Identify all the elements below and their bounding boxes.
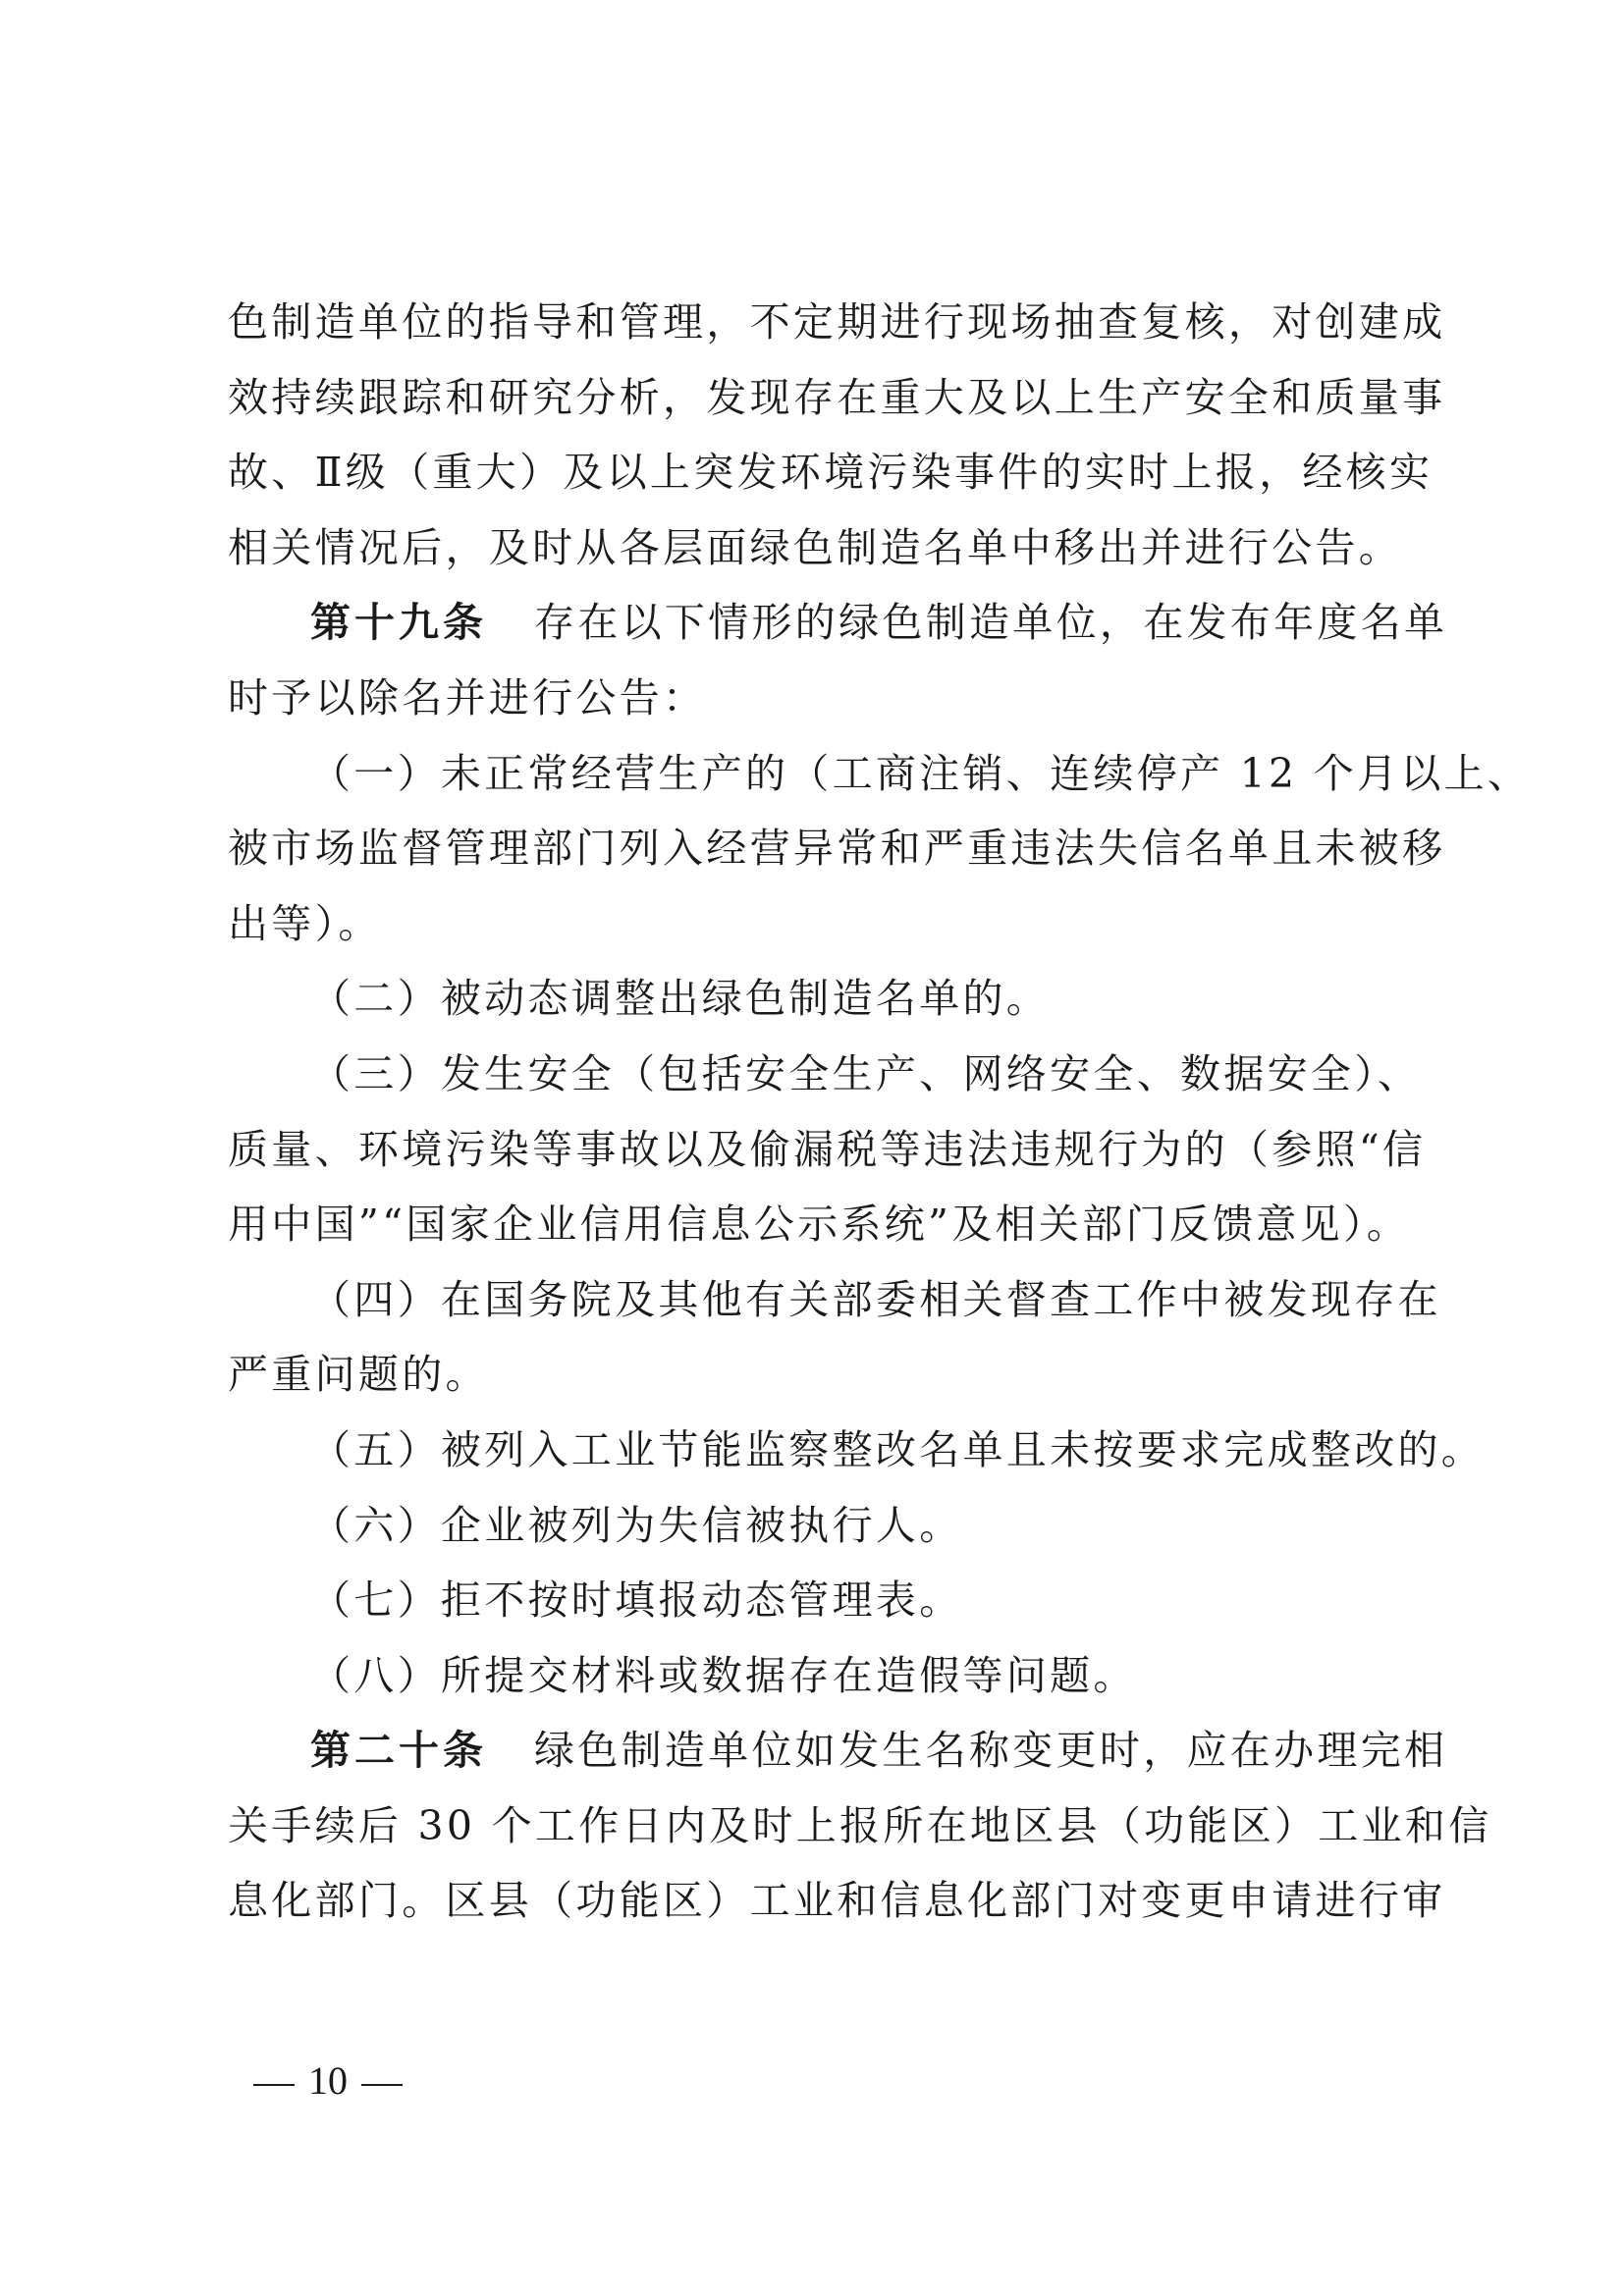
page-number-value: 10 (308, 2058, 348, 2103)
line-text: 时予以除名并进行公告： (228, 673, 707, 721)
line-text: 质量、环境污染等事故以及偷漏税等违法违规行为的（参照“信 (228, 1125, 1427, 1173)
line-text: （八）所提交材料或数据存在造假等问题。 (310, 1651, 1137, 1699)
list-item-2 (228, 961, 1416, 1037)
dash-right-icon (361, 2084, 403, 2086)
line-text: 故、Ⅱ级（重大）及以上突发环境污染事件的实时上报，经核实 (228, 449, 1434, 497)
list-item-8 (228, 1638, 1416, 1714)
article-heading: 第二十条 (310, 1727, 487, 1775)
text-line-2 (228, 360, 1446, 436)
text-line-13 (228, 1187, 1416, 1262)
line-text: （二）被动态调整出绿色制造名单的。 (310, 975, 1051, 1023)
line-text: 效持续跟踪和研究分析，发现存在重大及以上生产安全和质量事 (228, 373, 1446, 421)
document-body (228, 285, 1532, 1939)
line-text: 色制造单位的指导和管理，不定期进行现场抽查复核，对创建成 (228, 298, 1446, 346)
line-text: （四）在国务院及其他有关部委相关督查工作中被发现存在 (310, 1275, 1441, 1323)
line-text: 被市场监督管理部门列入经营异常和严重违法失信名单且未被移 (228, 825, 1446, 873)
line-text: 相关情况后，及时从各层面绿色制造名单中移出并进行公告。 (228, 523, 1403, 571)
line-text: 息化部门。区县（功能区）工业和信息化部门对变更申请进行审 (228, 1877, 1446, 1925)
line-text: （五）被列入工业节能监察整改名单且未按要求完成整改的。 (310, 1425, 1486, 1473)
text-line-15 (228, 1337, 1416, 1413)
line-text: （六）企业被列为失信被执行人。 (310, 1501, 963, 1549)
text-line-1 (228, 285, 1446, 360)
text-line-21 (228, 1789, 1492, 1864)
list-item-7 (228, 1563, 1416, 1638)
list-item-1 (228, 736, 1532, 812)
line-text: （一）未正常经营生产的（工商注销、连续停产 12 个月以上、 (310, 749, 1532, 797)
line-text: （三）发生安全（包括安全生产、网络安全、数据安全）、 (310, 1049, 1422, 1097)
text-line-12 (228, 1112, 1427, 1188)
text-line-4 (228, 510, 1416, 586)
line-text: 用中国”“国家企业信用信息公示系统”及相关部门反馈意见）。 (228, 1201, 1411, 1249)
dash-left-icon (253, 2084, 295, 2086)
line-text: 存在以下情形的绿色制造单位，在发布年度名单 (534, 599, 1448, 647)
line-text: 出等）。 (228, 899, 382, 947)
list-item-4 (228, 1262, 1441, 1338)
line-text: 严重问题的。 (228, 1351, 489, 1399)
list-item-6 (228, 1488, 1416, 1564)
line-text: 绿色制造单位如发生名称变更时，应在办理完相 (534, 1727, 1448, 1775)
line-text: 关手续后 30 个工作日内及时上报所在地区县（功能区）工业和信 (228, 1801, 1492, 1849)
article-20-line (228, 1713, 1448, 1789)
text-line-6 (228, 661, 1416, 736)
list-item-5 (228, 1413, 1486, 1488)
text-line-22 (228, 1863, 1446, 1939)
line-text: （七）拒不按时填报动态管理表。 (310, 1576, 963, 1625)
text-line-8 (228, 811, 1446, 886)
article-heading: 第十九条 (310, 599, 487, 647)
page-number (253, 2052, 403, 2110)
text-line-9 (228, 886, 1416, 962)
text-line-3 (228, 435, 1434, 510)
list-item-3 (228, 1037, 1422, 1112)
article-19-line (228, 585, 1448, 661)
